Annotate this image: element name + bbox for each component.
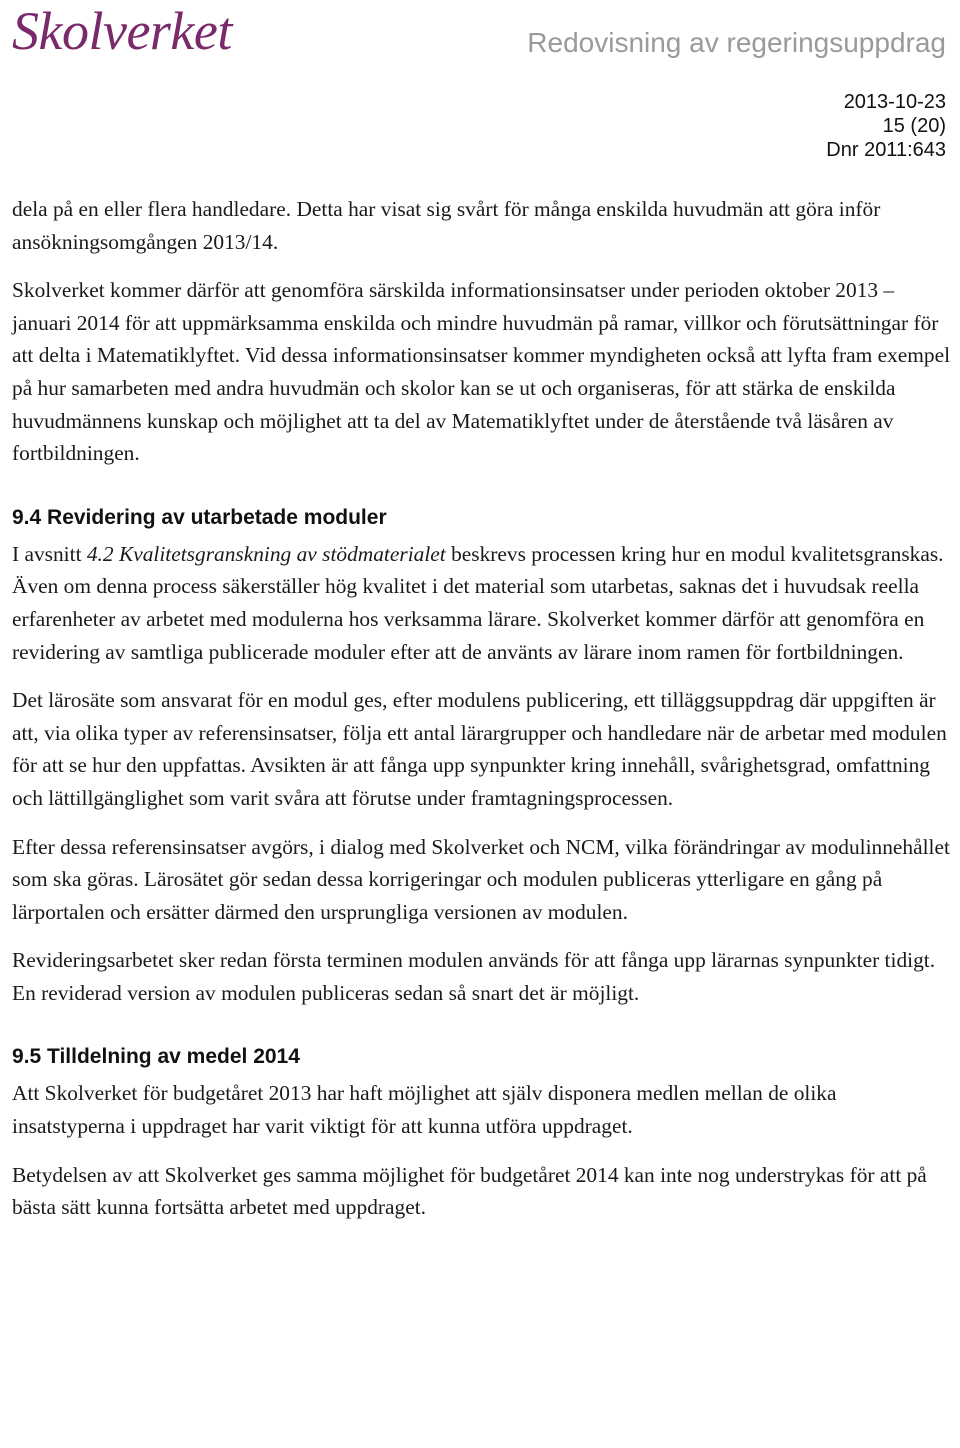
skolverket-logo: Skolverket [12, 1, 232, 61]
section-heading-9-4: 9.4 Revidering av utarbetade moduler [12, 505, 387, 529]
text-run: beskrevs processen kring hur en modul kvalitetsgranskas. Även om denna process säkerställer hög kvalitet i det material som utarbetas, saknas det i huvudsak reella erfarenheter av arbetet med modulerna hos verksamma lärare. Skolverket kommer därför att genomföra en revidering av samtliga publicerade moduler efter att de använts av lärare inom ramen för fortbildningen. [12, 541, 944, 664]
text-run: I avsnitt [12, 541, 87, 566]
document-body [12, 193, 952, 1240]
document-type: Redovisning av regeringsuppdrag [527, 27, 946, 58]
paragraph: Skolverket kommer därför att genomföra särskilda informationsinsatser under perioden oktober 2013 – januari 2014 för att uppmärksamma enskilda och mindre huvudmän på ramar, villkor och förutsättningar för att delta i Matematiklyftet. Vid dessa informationsinsatser kommer myndigheten också att lyfta fram exempel på hur samarbeten med andra huvudmän och skolor kan se ut och organiseras, för att stärka de enskilda huvudmännens kunskap och möjlighet att ta del av Matematiklyftet under de återstående två läsåren av fortbildningen. [12, 278, 951, 466]
paragraph [12, 538, 952, 668]
document-date: 2013-10-23 [843, 91, 946, 113]
section-reference: 4.2 Kvalitetsgranskning av stödmaterialet [86, 541, 446, 566]
diary-number: Dnr 2011:643 [826, 139, 946, 161]
paragraph: Betydelsen av att Skolverket ges samma möjlighet för budgetåret 2014 kan inte nog understrykas för att på bästa sätt kunna fortsätta arbetet med uppdraget. [12, 1162, 927, 1220]
paragraph: Att Skolverket för budgetåret 2013 har haft möjlighet att själv disponera medlen mellan de olika insatstyperna i uppdraget har varit viktigt för att kunna utföra uppdraget. [12, 1081, 837, 1139]
paragraph: Efter dessa referensinsatser avgörs, i dialog med Skolverket och NCM, vilka förändringar av modulinnehållet som ska göras. Lärosätet gör sedan dessa korrigeringar och modulen publiceras ytterligare en gång på lärportalen och ersätter därmed den ursprungliga versionen av modulen. [12, 834, 950, 924]
paragraph: Revideringsarbetet sker redan första terminen modulen används för att fånga upp lärarnas synpunkter tidigt. En reviderad version av modulen publiceras sedan så snart det är möjligt. [12, 948, 936, 1005]
paragraph: dela på en eller flera handledare. Detta har visat sig svårt för många enskilda huvudmän att göra inför ansökningsomgången 2013/14. [12, 197, 881, 254]
page-number: 15 (20) [882, 115, 946, 137]
section-heading-9-5: 9.5 Tilldelning av medel 2014 [12, 1045, 300, 1069]
paragraph: Det lärosäte som ansvarat för en modul ges, efter modulens publicering, ett tilläggsuppdrag där uppgiften är att, via olika typer av referensinsatser, följa ett antal lärargrupper och handledare när de arbetar med modulen för att se hur den uppfattas. Avsikten är att fånga upp synpunkter kring innehåll, svårighetsgrad, omfattning och lättillgänglighet som varit svåra att förutse under framtagningsprocessen. [12, 688, 947, 810]
document-meta [826, 90, 946, 162]
